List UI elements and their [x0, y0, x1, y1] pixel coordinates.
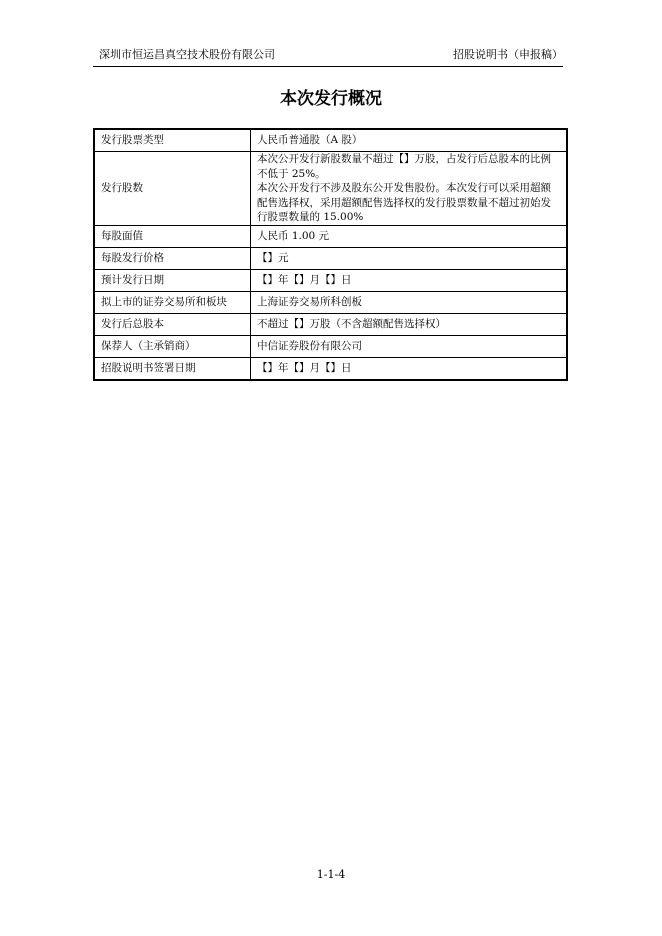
row-value-text: 上海证券交易所科创板 [257, 296, 362, 309]
row-value-text: 【】元 [257, 252, 289, 265]
row-value [251, 248, 568, 270]
row-value-text: 人民币普通股（A 股） [257, 134, 363, 147]
row-value-text: 【】年【】月【】日 [257, 274, 352, 287]
row-value-text: 不超过【】万股（不含超额配售选择权） [257, 318, 446, 331]
page-number: 1-1-4 [316, 868, 346, 881]
row-value [251, 129, 568, 152]
row-label: 拟上市的证券交易所和板块 [94, 292, 251, 314]
header-document-type: 招股说明书（申报稿） [453, 48, 563, 61]
table-row [94, 336, 567, 358]
table-row [94, 358, 567, 381]
table-row [94, 129, 567, 152]
table-row [94, 226, 567, 248]
row-value [251, 314, 568, 336]
row-value [251, 292, 568, 314]
row-label: 每股面值 [94, 226, 251, 248]
row-label: 发行后总股本 [94, 314, 251, 336]
row-value-text: 本次公开发行新股数量不超过【】万股，占发行后总股本的比例不低于 25%。 [257, 153, 551, 180]
table-row [94, 270, 567, 292]
page-header [93, 46, 563, 67]
row-label: 发行股票类型 [94, 129, 251, 152]
offering-overview-table [93, 128, 568, 381]
row-value [251, 358, 568, 381]
row-value-text: 中信证券股份有限公司 [257, 340, 362, 353]
row-label: 招股说明书签署日期 [94, 358, 251, 381]
row-value-text: 人民币 1.00 元 [257, 230, 330, 243]
row-label: 预计发行日期 [94, 270, 251, 292]
table-row [94, 152, 567, 226]
row-value-text: 【】年【】月【】日 [257, 362, 352, 375]
row-label: 发行股数 [94, 152, 251, 226]
row-value [251, 270, 568, 292]
table-row [94, 292, 567, 314]
row-label: 保荐人（主承销商） [94, 336, 251, 358]
row-value [251, 336, 568, 358]
row-label: 每股发行价格 [94, 248, 251, 270]
row-value-text: 本次公开发行不涉及股东公开发售股份。本次发行可以采用超额配售选择权，采用超额配售选择权的发行股票数量不超过初始发行股票数量的 15.00% [257, 182, 551, 224]
table-row [94, 248, 567, 270]
page-title: 本次发行概况 [280, 89, 382, 109]
row-value [251, 226, 568, 248]
header-company-name: 深圳市恒运昌真空技术股份有限公司 [99, 48, 275, 61]
table-row [94, 314, 567, 336]
row-value [251, 152, 568, 226]
